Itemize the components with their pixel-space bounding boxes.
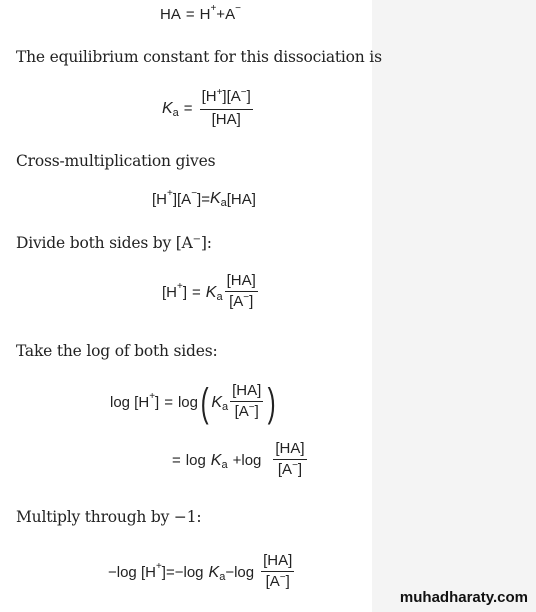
equation-ka-definition: K a = $\frac{[H^+][A^-]}{[HA]}$ (162, 87, 251, 128)
equation-log-both-sides: log [H + ] = log ( K a $\frac{[HA]}{[A^-]}$ ) (110, 380, 276, 425)
paragraph-divide-both-sides: Divide both sides by [A−]: (16, 234, 212, 253)
equation-cross-multiplied: [H + ][A − ] = K a [HA] (152, 187, 256, 209)
right-paren: ) (267, 380, 276, 425)
paragraph-take-log: Take the log of both sides: (16, 342, 218, 360)
equation-divided: [H + ] = K a $\frac{[HA]}{[A^-]}$ (162, 272, 256, 310)
side-gutter (372, 0, 536, 612)
equation-negative-log: −log [H + ] = −log K a − log $\frac{[HA]}{[A^-]}$ (108, 552, 293, 590)
paragraph-equilibrium-constant: The equilibrium constant for this dissociation is (16, 48, 382, 66)
watermark: muhadharaty.com (399, 589, 528, 606)
equation-log-expanded: = log K a + log $\frac{[HA]}{[A^-]}$ (172, 440, 305, 478)
left-paren: ( (200, 380, 209, 425)
paragraph-multiply-by-minus-one: Multiply through by −1: (16, 508, 202, 526)
equation-dissociation: HA = H + + A − (160, 3, 241, 23)
paragraph-cross-multiplication: Cross-multiplication gives (16, 152, 216, 170)
